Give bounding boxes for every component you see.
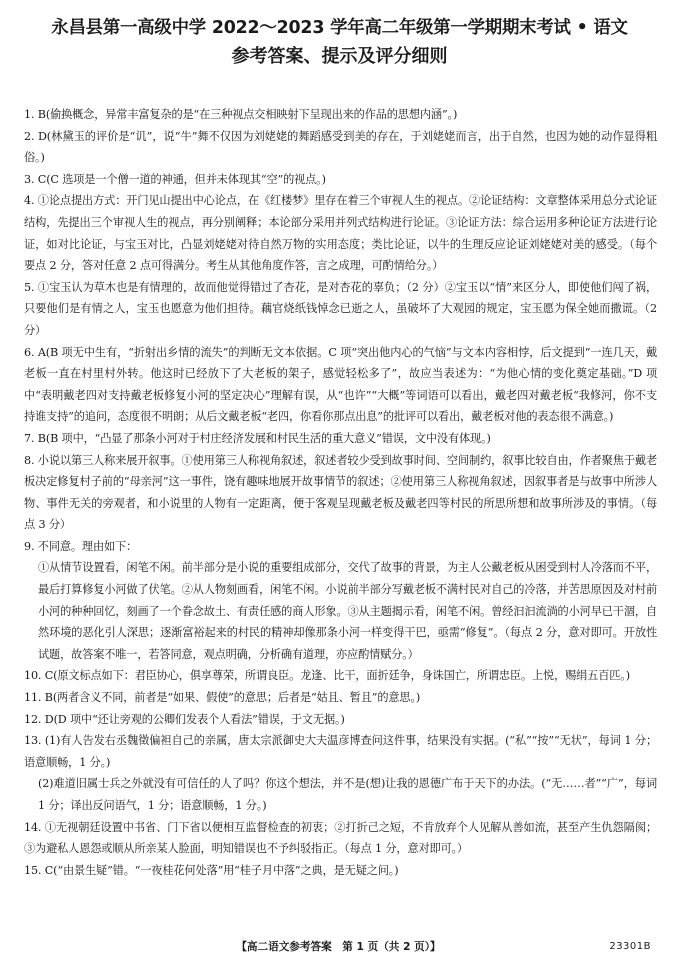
answer-item-2: 2. D(林黛玉的评价是“讥”，说“牛”舞不仅因为刘姥姥的舞蹈感受到美的存在，于刘姥姥而言，出于自然，也因为她的动作显得粗俗。) xyxy=(24,129,657,165)
answer-item-8: 8. 小说以第三人称来展开叙事。①使用第三人称视角叙述，叙述者较少受到故事时间、空间制约，叙事比较自由，作者聚焦于戴老板决定修复村子前的“母亲河”这一事件，饶有趣味地展开故事情节的叙述；②使用第三人称视角叙述，因叙事者是与故事中所涉人物、事件无关的旁观者，和小说里的人物有一定距离，便于客观呈现戴老板及戴老四等村民的所思所想和故事所涉及的事情。（每点 3 分） xyxy=(24,453,657,532)
paper-code: 23301B xyxy=(609,941,651,952)
answer-item-10: 10. C(原文标点如下：君臣协心，俱享尊荣，所谓良臣。龙逢、比干，面折廷争，身诛国亡，所谓忠臣。上悦，赐绢五百匹。) xyxy=(24,669,630,683)
answer-item-5: 5. ①宝玉认为草木也是有情理的，故而他觉得错过了杏花，是对杏花的辜负；（2 分）②宝玉以“情”来区分人，即使他们闯了祸，只要他们是有情之人，宝玉也愿意为他们担待。藕官烧纸钱悼念已逝之人，虽破坏了大观园的规定，宝玉愿为保全她而撒谎。（2 分） xyxy=(24,280,657,337)
answer-item-15: 15. C(“由景生疑”错。“一夜桂花何处落”用“桂子月中落”之典，是无疑之问。) xyxy=(24,863,399,877)
document-subtitle: 参考答案、提示及评分细则 xyxy=(231,46,448,67)
answer-item-9-body: ①从情节设置看，闲笔不闲。前半部分是小说的重要组成部分，交代了故事的背景，为主人公戴老板从困受到村人冷落而不平，最后打算修复小河做了伏笔。②从人物刻画看，闲笔不闲。小说前半部分写戴老板不满村民对自己的冷落，并苦思原因及对村前小河的种种回忆，刻画了一个眷念故土、有责任感的商人形象。③从主题揭示看，闲笔不闲。曾经汩汩流淌的小河早已干涸，自然环境的恶化引人深思；逐渐富裕起来的村民的精神却像那条小河一样变得干巴，亟需“修复”。（每点 2 分，意对即可。开放性试题，故答案不唯一，若答同意，观点明确，分析确有道理，亦应酌情赋分。） xyxy=(38,561,657,661)
answer-item-3: 3. C(C 选项是一个僧一道的神通，但并未体现其“空”的视点。) xyxy=(24,172,326,186)
answer-item-4: 4. ①论点提出方式：开门见山提出中心论点，在《红楼梦》里存在着三个审视人生的视点。②论证结构：文章整体采用总分式论证结构，先提出三个审视人生的视点，再分别阐释；本论部分采用并列式结构进行论证。③论证方法：综合运用多种论证方法进行论证，如对比论证，与宝玉对比，凸显刘姥姥对待自然万物的实用态度；类比论证，以牛的生理反应论证刘姥姥对美的感受。（每个要点 2 分，答对任意 2 点可得满分。考生从其他角度作答，言之成理，可酌情给分。） xyxy=(24,194,657,273)
answer-item-9: 9. 不同意。理由如下： xyxy=(24,539,138,553)
page-number-label: 【高二语文参考答案 第 1 页（共 2 页）】 xyxy=(236,941,441,953)
document-title: 永昌县第一高级中学 2022～2023 学年高二年级第一学期期末考试 • 语文 xyxy=(51,18,628,38)
answer-item-13-2: (2)难道旧属士兵之外就没有可信任的人了吗？你这个想法，并不是(想)让我的恩德广布于天下的办法。(“无……者”“广”，每词 1 分；译出反问语气，1 分；语意顺畅，1 分。) xyxy=(38,777,657,812)
answer-list xyxy=(24,104,657,881)
page-footer xyxy=(0,938,677,956)
answer-item-7: 7. B(B 项中，“凸显了那条小河对于村庄经济发展和村民生活的重大意义”错误，文中没有体现。) xyxy=(24,431,491,445)
answer-item-14: 14. ①无视朝廷设置中书省、门下省以便相互监督检查的初衷；②打折己之短，不肯放弃个人见解从善如流，甚至产生仇怨隔阂；③为避私人恩怨或顺从所亲某人脸面，明知错误也不予纠驳指正。（每点 1 分，意对即可。） xyxy=(24,820,657,856)
answer-item-6: 6. A(B 项无中生有，“折射出乡情的流失”的判断无文本依据。C 项“突出他内心的气恼”与文本内容相悖，后文提到“一连几天，戴老板一直在村里村外转。他这时已经放下了大老板的架子，感觉轻松多了”，故应当表述为：“为他心情的变化奠定基础。”D 项中“表明戴老四对支持戴老板修复小河的坚定决心”理解有误，从“也许”“大概”等词语可以看出，戴老四对戴老板“我修河，你不支持谁支持”的追问，态度很不明朗；从后文戴老板“老四，你看你那点出息”的批评可以看出，戴老板对他的表态很不满意。) xyxy=(24,345,657,424)
answer-item-13-1: 13. (1)有人告发右丞魏徵偏袒自己的亲属，唐太宗派御史大夫温彦博查问这件事，结果没有实据。(“私”“按”“无状”，每词 1 分；语意顺畅，1 分。) xyxy=(24,734,657,769)
answer-item-1: 1. B(偷换概念，异常丰富复杂的是“在三种视点交相映射下呈现出来的作品的思想内涵”。) xyxy=(24,108,458,121)
answer-item-11: 11. B(两者含义不同，前者是“如果、假使”的意思；后者是“姑且、暂且”的意思。) xyxy=(24,691,421,705)
answer-item-12: 12. D(D 项中“还让旁观的公卿们发表个人看法”错误，于文无据。) xyxy=(24,712,345,726)
